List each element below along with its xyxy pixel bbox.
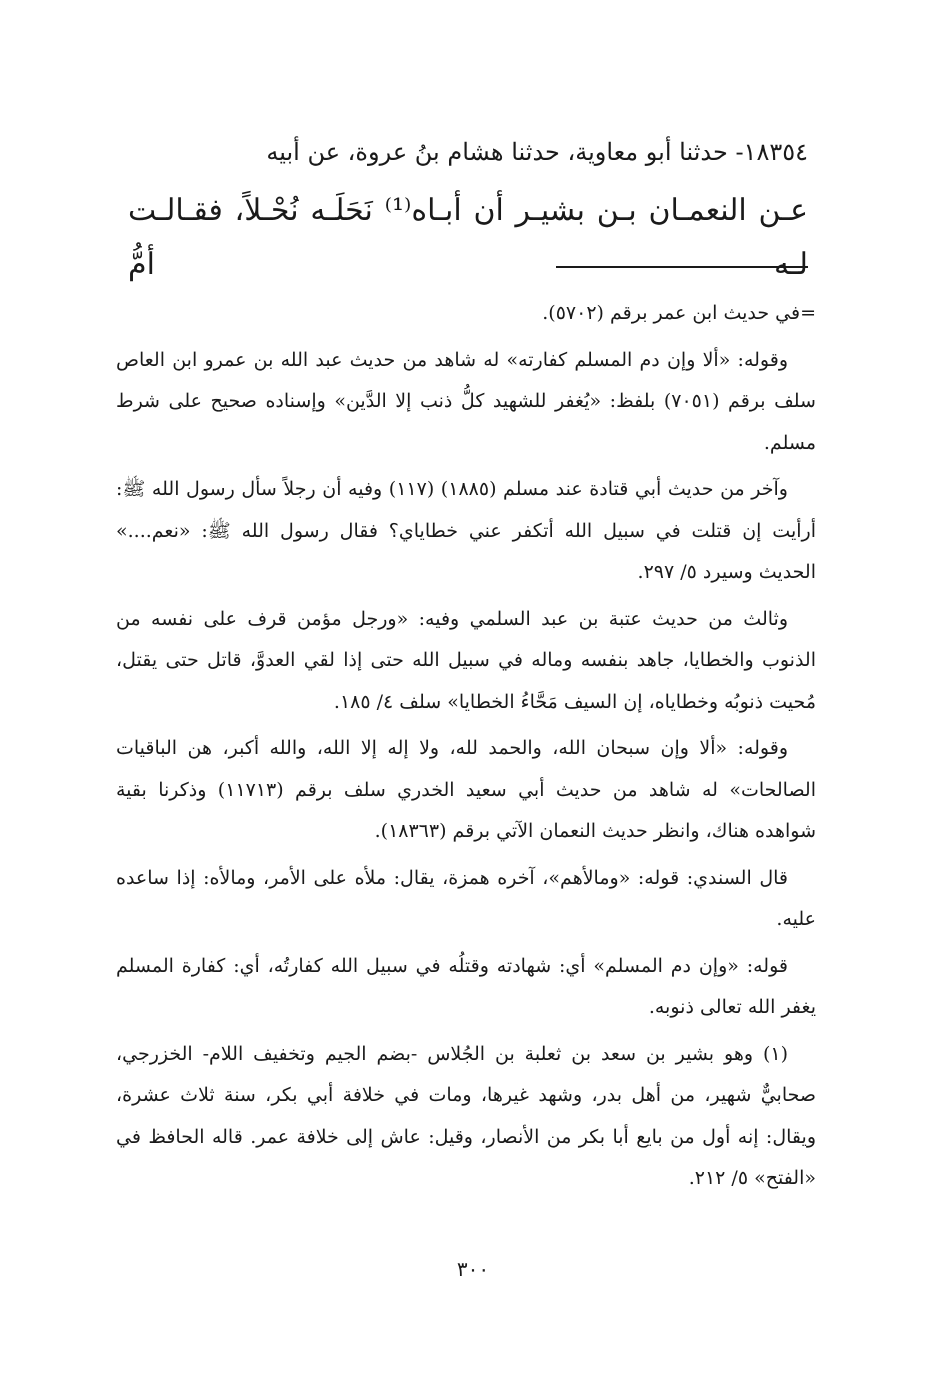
footnote-paragraph: وآخر من حديث أبي قتادة عند مسلم (١٨٨٥) (١١٧) وفيه أن رجلاً سأل رسول الله ﷺ: أرأيت إن قتلت في سبيل الله أتكفر عني خطاياي؟ فقال رسول الله ﷺ: «نعم....» الحديث وسيرد ٥/ ٢٩٧. bbox=[116, 478, 816, 583]
footnote-continuation: =في حديث ابن عمر برقم (٥٧٠٢). bbox=[542, 302, 816, 324]
footnote-separator bbox=[556, 266, 808, 268]
footnote-paragraph: وثالث من حديث عتبة بن عبد السلمي وفيه: «ورجل مؤمن قرف على نفسه من الذنوب والخطايا، جاهد بنفسه وماله في سبيل الله حتى إذا لقي العدوَّ، قاتل حتى يقتل، مُحيت ذنوبُه وخطاياه، إن السيف مَحَّاءُ الخطايا» سلف ٤/ ١٨٥. bbox=[116, 607, 816, 713]
footnote-paragraph: قوله: «وإن دم المسلم» أي: شهادته وقتلُه في سبيل الله كفارتُه، أي: كفارة المسلم يغفر الله تعالى ذنوبه. bbox=[116, 954, 816, 1018]
footnote-paragraph: وقوله: «ألا وإن دم المسلم كفارته» له شاهد من حديث عبد الله بن عمرو ابن العاص سلف برقم (٧٠٥١) بلفظ: «يُغفر للشهيد كلُّ ذنب إلا الدَّين» وإسناده صحيح على شرط مسلم. bbox=[116, 348, 816, 454]
footnotes-block bbox=[116, 293, 816, 1205]
hadith-text-line-2: عـن النعمـان بـن بشيـر أن أبـاه⁽¹⁾ نَحَلَـه نُحْـلاً، فقـالـت لـه أمُّ bbox=[128, 193, 809, 282]
hadith-text-line-1: ١٨٣٥٤- حدثنا أبو معاوية، حدثنا هشام بنُ عروة، عن أبيه bbox=[266, 138, 808, 166]
footnote-paragraph: وقوله: «ألا وإن سبحان الله، والحمد لله، ولا إله إلا الله، والله أكبر، هن الباقيات الصالحات» له شاهد من حديث أبي سعيد الخدري سلف برقم (١١٧١٣) وذكرنا بقية شواهده هناك، وانظر حديث النعمان الآتي برقم (١٨٣٦٣). bbox=[116, 737, 817, 842]
footnote-1: (١) وهو بشير بن سعد بن ثعلبة بن الجُلاس -بضم الجيم وتخفيف اللام- الخزرجي، صحابيٌّ شهير، من أهل بدر، وشهد غيرها، ومات في خلافة أبي بكر، سنة ثلاث عشرة، ويقال: إنه أول من بايع أبا بكر من الأنصار، وقيل: عاش إلى خلافة عمر. قاله الحافظ في «الفتح» ٥/ ٢١٢. bbox=[116, 1042, 817, 1189]
footnote-paragraph: قال السندي: قوله: «ومالأهم»، آخره همزة، يقال: ملأه على الأمر، ومالأه: إذا ساعده عليه. bbox=[116, 866, 816, 930]
page-number: ٣٠٠ bbox=[456, 1257, 490, 1281]
